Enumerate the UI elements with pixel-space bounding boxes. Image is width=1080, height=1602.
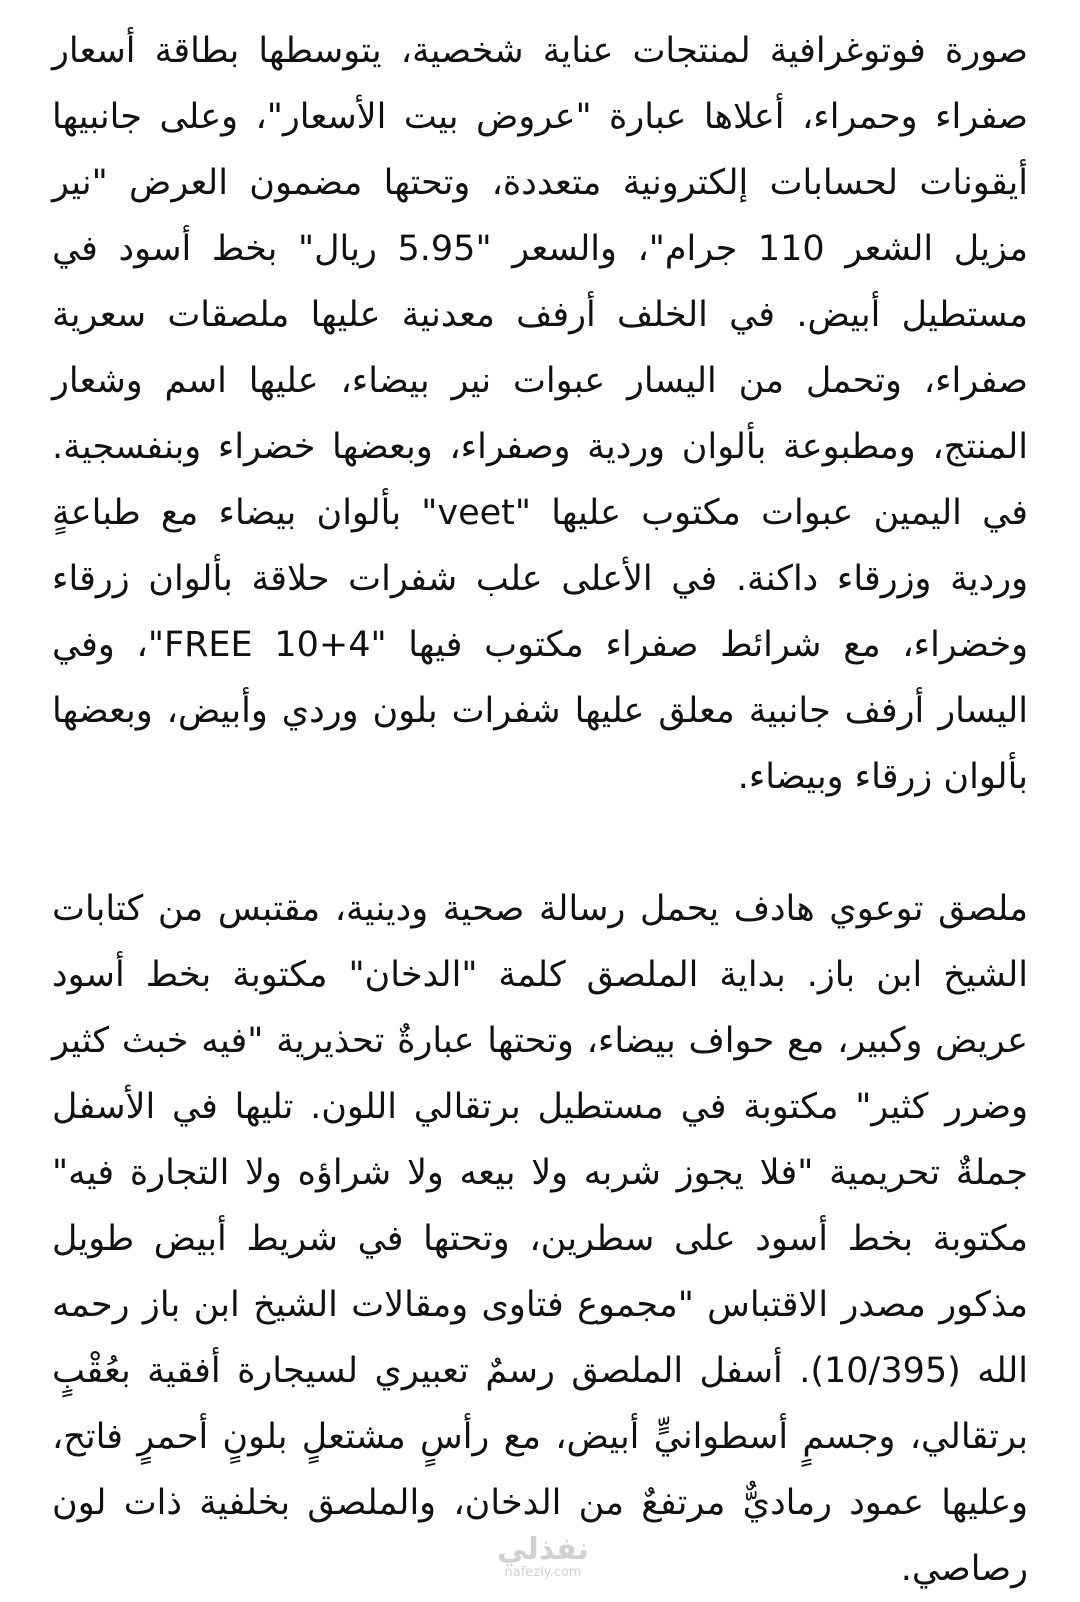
paragraph-product-photo-description: صورة فوتوغرافية لمنتجات عناية شخصية، يتوسطها بطاقة أسعار صفراء وحمراء، أعلاها عبارة "عروض بيت الأسعار"، وعلى جانبيها أيقونات لحسابات إلكترونية متعددة، وتحتها مضمون العرض "نير مزيل الشعر 110 جرام"، والسعر "5.95 ريال" بخط أسود في مستطيل أبيض. في الخلف أرفف معدنية عليها ملصقات سعرية صفراء، وتحمل من اليسار عبوات نير بيضاء، عليها اسم وشعار المنتج، ومطبوعة بألوان وردية وصفراء، وبعضها خضراء وبنفسجية. في اليمين عبوات مكتوب عليها "veet" بألوان بيضاء مع طباعةٍ وردية وزرقاء داكنة. في الأعلى علب شفرات حلاقة بألوان زرقاء وخضراء، مع شرائط صفراء مكتوب فيها "FREE 10+4"، وفي اليسار أرفف جانبية معلق عليها شفرات بلون وردي وأبيض، وبعضها بألوان زرقاء وبيضاء. — [52, 31, 1029, 797]
paragraph-smoking-poster-description: ملصق توعوي هادف يحمل رسالة صحية ودينية، مقتبس من كتابات الشيخ ابن باز. بداية الملصق كلمة "الدخان" مكتوبة بخط أسود عريض وكبير، مع حواف بيضاء، وتحتها عبارةٌ تحذيرية "فيه خبث كثير وضرر كثير" مكتوبة في مستطيل برتقالي اللون. تليها في الأسفل جملةٌ تحريمية "فلا يجوز شربه ولا بيعه ولا شراؤه ولا التجارة فيه" مكتوبة بخط أسود على سطرين، وتحتها في شريط أبيض طويل مذكور مصدر الاقتباس "مجموع فتاوى ومقالات الشيخ ابن باز رحمه الله (10/395). أسفل الملصق رسمٌ تعبيري لسيجارة أفقية بعُقْبٍ برتقالي، وجسمٍ أسطوانيٍّ أبيض، مع رأسٍ مشتعلٍ بلونٍ أحمرٍ فاتح، وعليها عمود رماديٌّ مرتفعٌ من الدخان، والملصق بخلفية ذات لون رصاصي. — [52, 889, 1028, 1589]
watermark-logo: نفذلي — [497, 1532, 589, 1567]
nafezly-watermark — [478, 1532, 608, 1581]
watermark-url: nafezly.com — [504, 1565, 582, 1580]
